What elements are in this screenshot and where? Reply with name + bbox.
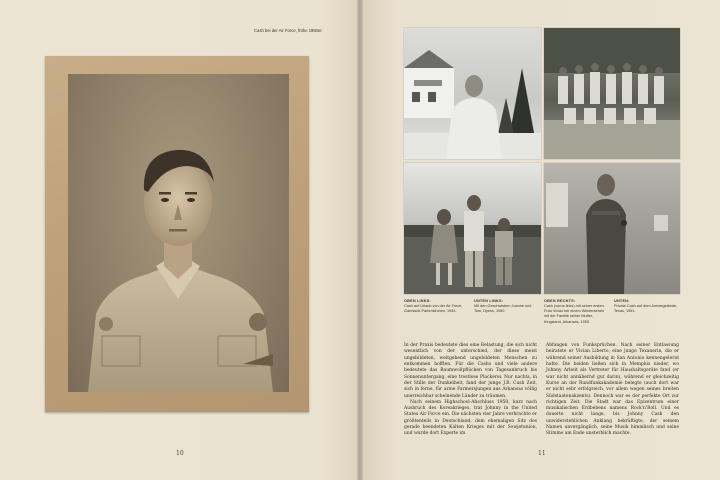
- portrait-figure: [68, 74, 289, 392]
- ski-lodge-scene: [404, 28, 541, 159]
- army-private-scene: [544, 163, 680, 294]
- book-gutter: [357, 0, 363, 480]
- body-paragraph-2: Nach seinem Highschool-Abschluss 1950, kurz nach Ausbruch des Koreakrieges, trat Johnny in the United States Air Force ein. Die nächsten vier Jahre verbrachte er größtenteils in Deutschland, dem ehemaligen Sitz des gerade beendeten Kalten Krieges mit der Sowjetunion, und wurde dort Experte im: [404, 399, 537, 437]
- right-page-number: 11: [538, 450, 546, 457]
- photo-bottom-left: [404, 163, 541, 294]
- body-paragraph-1: In der Praxis bedeutete dies eine Belastung, die sich nicht wesentlich von der unterschied, der diese meist ungebildeten, weitgehend ungebildeten Menschen zu entkommen hofften. Für die Cashs und viele andere bedeutete das Baumwollpflücken von Tagesanbruch bis Sonnenuntergang, eine trostlose Plackerei. Nur nachts, in der Stille der Dunkelheit, fand der junge J.R. Cash Zeit, sich in ferne, für arme Farmersjungen aus Arkansas völlig unerreichbar scheinende Länder zu träumen.: [404, 343, 537, 399]
- photo-top-left: [404, 28, 541, 159]
- caption-bottom-right: UNTEN: Private Cash auf dem Armeegelände, Texas, 1951.: [614, 299, 678, 314]
- body-text-column-2: [546, 343, 679, 438]
- portrait-photo: [68, 74, 289, 392]
- caption-top-right: OBEN RECHTS: Cash (vorne links) mit seiner ersten Frau Vivian bei einem Wiedersehen mit der Familie seiner Mutter, Kingsland, Arkansas, 1950.: [544, 299, 605, 324]
- portrait-caption: Cash bei der Air Force, frühe 1950er.: [254, 28, 323, 33]
- portrait-photo-mount: [45, 56, 309, 412]
- siblings-scene: [404, 163, 541, 294]
- photo-top-right: [544, 28, 680, 159]
- photo-bottom-right: [544, 163, 680, 294]
- body-text-column-1: [404, 343, 537, 438]
- family-group-scene: [544, 28, 680, 159]
- caption-top-left: OBEN LINKS: Cash auf Urlaub von der Air Force, Garmisch-Partenkirchen, 1954.: [404, 299, 463, 314]
- caption-bottom-left: UNTEN LINKS: Mit den Geschwistern Joanne und Tom, Dyess, 1950.: [474, 299, 532, 314]
- body-paragraph-3: Abfangen von Funksprüchen. Nach seiner Entlassung heiratete er Vivian Liberto, eine junge Texanerin, die er während seiner Ausbildung in San Antonio kennengelernt hatte. Die beiden ließen sich in Memphis nieder, wo Johnny Arbeit als Vertreter für Haushaltsgeräte fand (er war nicht annähernd gut darin), während er gleichzeitig Kurse an der Rundfunkakademie belegte (auch dort war er nicht sehr erfolgreich, vor allem wegen seines breiten Südstaatenakzents). Dennoch war es der perfekte Ort zur richtigen Zeit. Die Stadt war das Epizentrum einer musikalischen Erdbebens namens Rock'n'Roll. Und es dauerte nicht lange, bis Johnny Cash den unwiderstehlichen Anklang bekräftigte, der seinem Namen unvergänglich, seine Musik himmlisch und seine Stimme am Ende unsterblich machte.: [546, 343, 679, 437]
- left-page-number: 10: [176, 450, 184, 457]
